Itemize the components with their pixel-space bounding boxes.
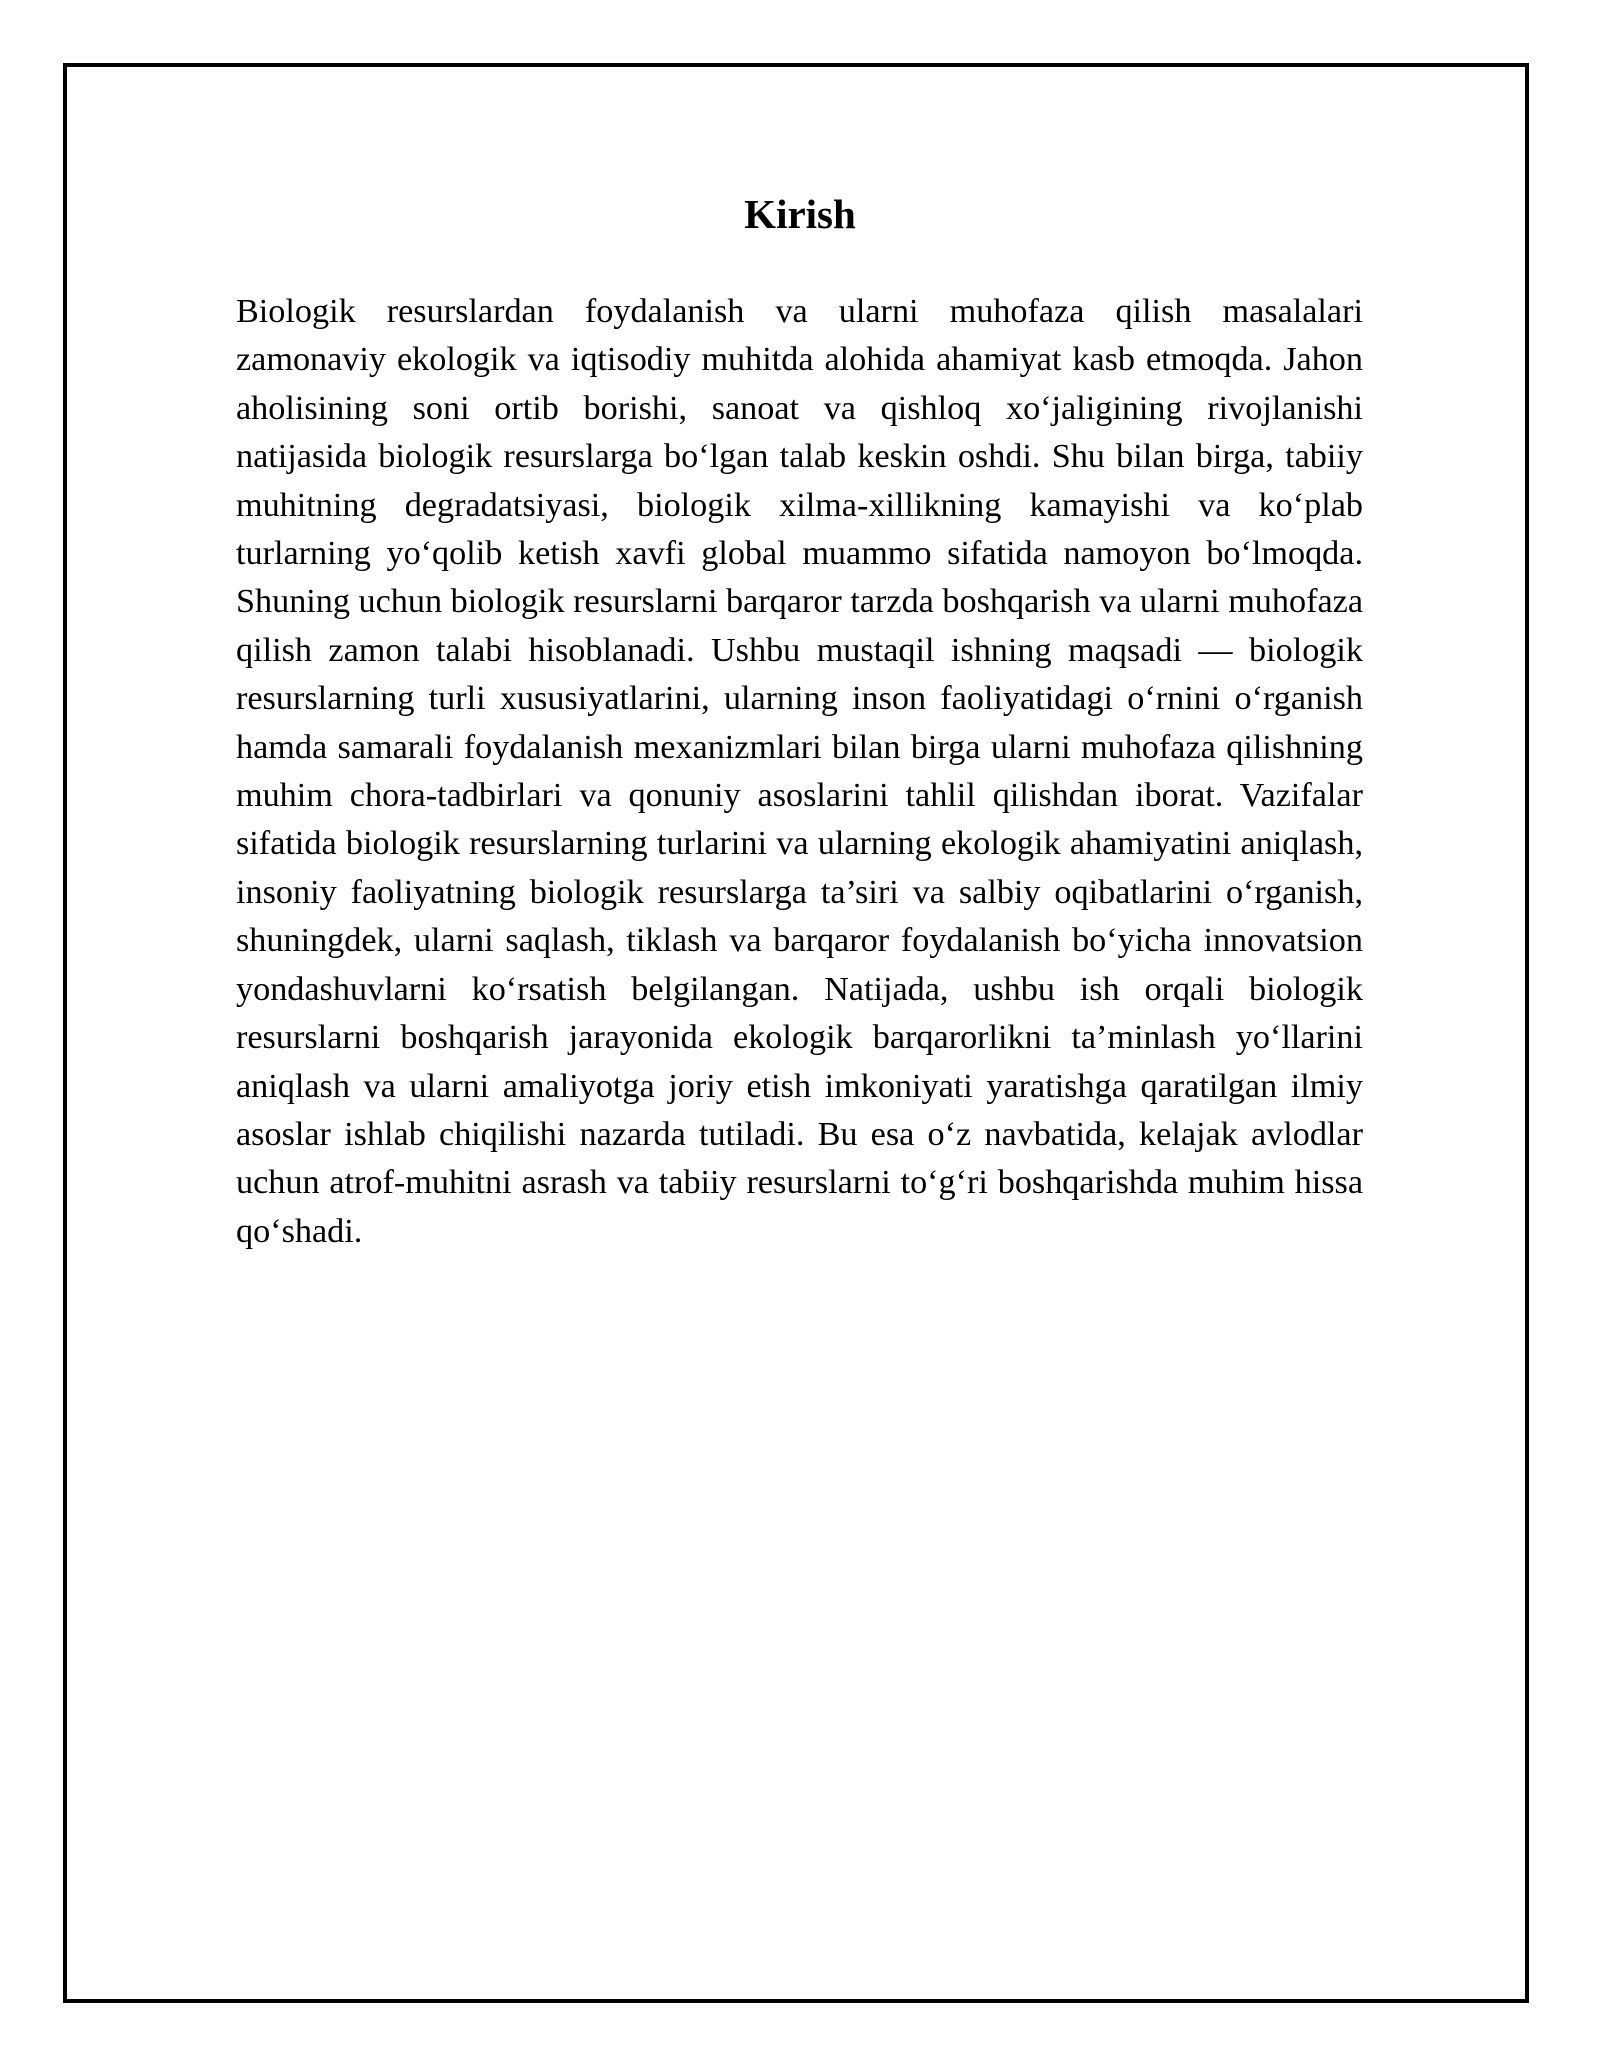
page-title: Kirish [744, 191, 856, 237]
body-paragraph: Biologik resurslardan foydalanish va ularni muhofaza qilish masalalari zamonaviy ekologik va iqtisodiy muhitda alohida ahamiyat kasb etmoqda. Jahon aholisining soni ortib borishi, sanoat va qishloq xo‘jaligining rivojlanishi natijasida biologik resurslarga bo‘lgan talab keskin oshdi. Shu bilan birga, tabiiy muhitning degradatsiyasi, biologik xilma-xillikning kamayishi va ko‘plab turlarning yo‘qolib ketish xavfi global muammo sifatida namoyon bo‘lmoqda. Shuning uchun biologik resurslarni barqaror tarzda boshqarish va ularni muhofaza qilish zamon talabi hisoblanadi. Ushbu mustaqil ishning maqsadi — biologik resurslarning turli xususiyatlarini, ularning inson faoliyatidagi o‘rnini o‘rganish hamda samarali foydalanish mexanizmlari bilan birga ularni muhofaza qilishning muhim chora-tadbirlari va qonuniy asoslarini tahlil qilishdan iborat. Vazifalar sifatida biologik resurslarning turlarini va ularning ekologik ahamiyatini aniqlash, insoniy faoliyatning biologik resurslarga ta’siri va salbiy oqibatlarini o‘rganish, shuningdek, ularni saqlash, tiklash va barqaror foydalanish bo‘yicha innovatsion yondashuvlarni ko‘rsatish belgilangan. Natijada, ushbu ish orqali biologik resurslarni boshqarish jarayonida ekologik barqarorlikni ta’minlash yo‘llarini aniqlash va ularni amaliyotga joriy etish imkoniyati yaratishga qaratilgan ilmiy asoslar ishlab chiqilishi nazarda tutiladi. Bu esa o‘z navbatida, kelajak avlodlar uchun atrof-muhitni asrash va tabiiy resurslarni to‘g‘ri boshqarishda muhim hissa qo‘shadi. [236, 293, 1363, 1250]
